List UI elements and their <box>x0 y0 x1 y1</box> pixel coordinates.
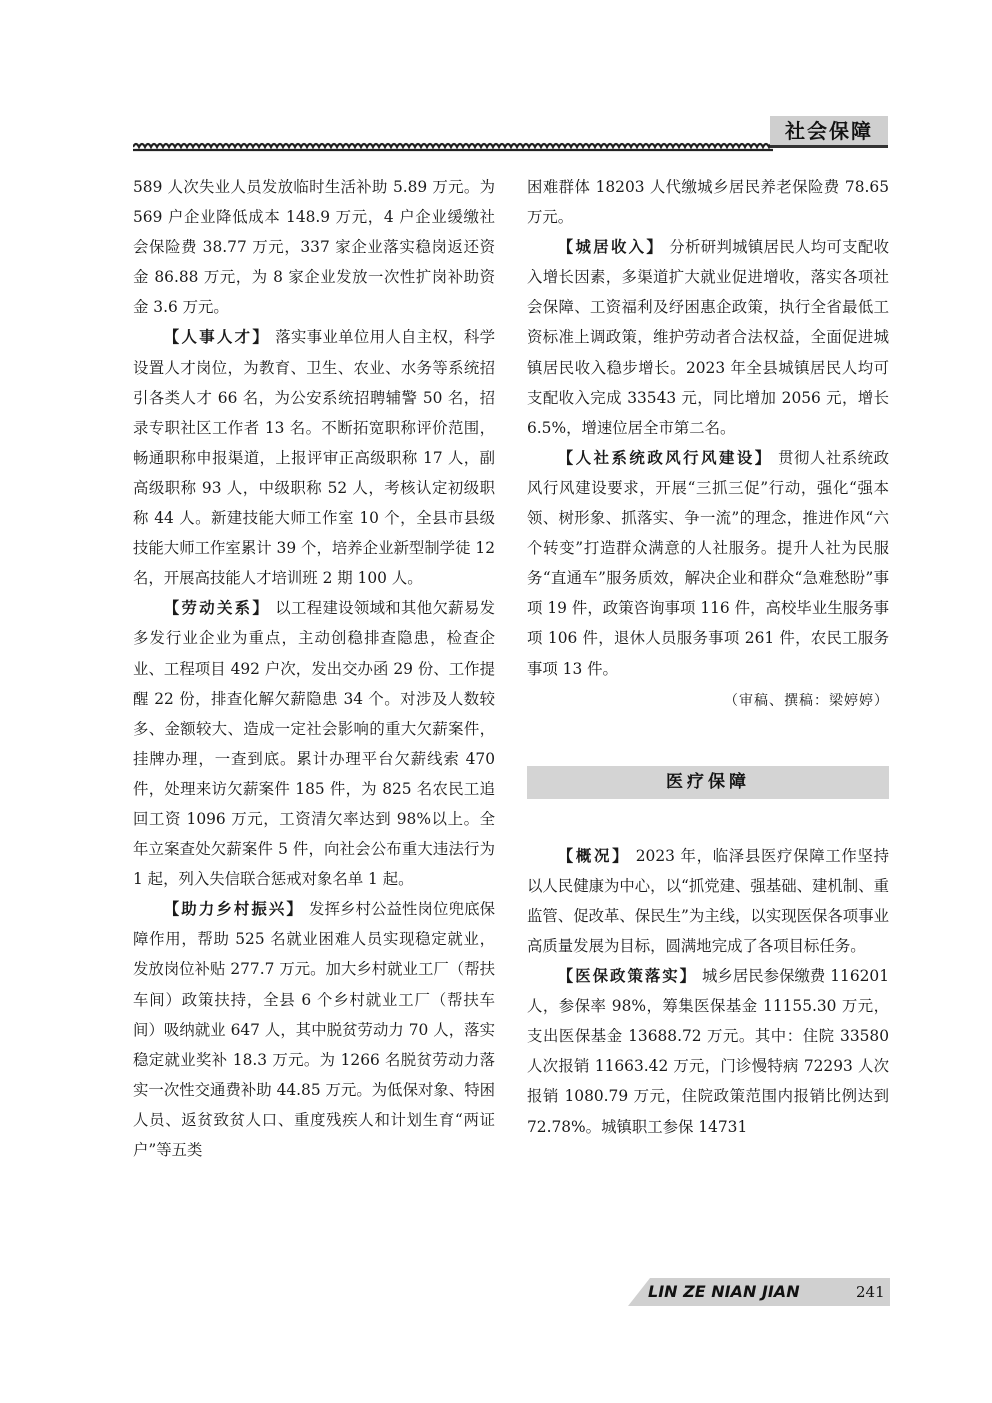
paragraph-heading: 【劳动关系】 <box>163 599 271 618</box>
paragraph <box>133 593 495 894</box>
paragraph-heading: 【城居收入】 <box>557 238 665 257</box>
page-number: 241 <box>856 1283 885 1301</box>
right-column <box>527 172 889 1142</box>
paragraph-text: 落实事业单位用人自主权，科学设置人才岗位，为教育、卫生、农业、水务等系统招引各类人才 66 名，为公安系统招聘辅警 50 名，招录专职社区工作者 13 名。不断拓宽职称评价范围，畅通职称申报渠道，上报评审正高级职称 17 人，副高级职称 93 人，中级职称 52 人，考核认定初级职称 44 人。新建技能大师工作室 10 个，全县市县级技能大师工作室累计 39 个，培养企业新型制学徒 12 名，开展高技能人才培训班 2 期 100 人。 <box>133 328 495 588</box>
paragraph-text: 困难群体 18203 人代缴城乡居民养老保险费 78.65 万元。 <box>527 178 889 227</box>
section-header-medical: 医疗保障 <box>527 766 889 799</box>
paragraph-text: 分析研判城镇居民人均可支配收入增长因素，多渠道扩大就业促进增收，落实各项社会保障、工资福利及纾困惠企政策，执行全省最低工资标准上调政策，维护劳动者合法权益，全面促进城镇居民收入稳步增长。2023 年全县城镇居民人均可支配收入完成 33543 元，同比增加 2056 元，增长 6.5%，增速位居全市第二名。 <box>527 238 889 437</box>
author-credit: （审稿、撰稿：梁婷婷） <box>724 692 889 709</box>
paragraph <box>527 443 889 684</box>
paragraph-text: 以工程建设领域和其他欠薪易发多发行业企业为重点，主动创稳排查隐患，检查企业、工程项目 492 户次，发出交办函 29 份、工作提醒 22 份，排查化解欠薪隐患 34 个。对涉及人数较多、金额较大、造成一定社会影响的重大欠薪案件，挂牌办理，一查到底。累计办理平台欠薪线索 470 件，处理来访欠薪案件 185 件，为 825 名农民工追回工资 1096 万元，工资清欠率达到 98%以上。全年立案查处欠薪案件 5 件，向社会公布重大违法行为 1 起，列入失信联合惩戒对象名单 1 起。 <box>133 599 495 889</box>
paragraph-text: 发挥乡村公益性岗位兜底保障作用，帮助 525 名就业困难人员实现稳定就业，发放岗位补贴 277.7 万元。加大乡村就业工厂（帮扶车间）政策扶持，全县 6 个乡村就业工厂（帮扶车间）吸纳就业 647 人，其中脱贫劳动力 70 人，落实稳定就业奖补 18.3 万元。为 1266 名脱贫劳动力落实一次性交通费补助 44.85 万元。为低保对象、特困人员、返贫致贫人口、重度残疾人和计划生育“两证户”等五类 <box>133 900 495 1159</box>
paragraph-text: 589 人次失业人员发放临时生活补助 5.89 万元。为 569 户企业降低成本 148.9 万元，4 户企业缓缴社会保险费 38.77 万元，337 家企业落实稳岗返还资金 86.88 万元，为 8 家企业发放一次性扩岗补助资金 3.6 万元。 <box>133 178 495 317</box>
paragraph <box>527 232 889 443</box>
paragraph-text: 2023 年，临泽县医疗保障工作坚持以人民健康为中心，以“抓党建、强基础、建机制、重监管、促改革、保民生”为主线，以实现医保各项事业高质量发展为目标，圆满地完成了各项目标任务。 <box>527 846 889 955</box>
paragraph-text: 城乡居民参保缴费 116201 人，参保率 98%，筹集医保基金 11155.30 万元，支出医保基金 13688.72 万元。其中：住院 33580 人次报销 11663.42 万元，门诊慢特病 72293 人次报销 1080.79 万元，住院政策范围内报销比例达到 72.78%。城镇职工参保 14731 <box>527 967 889 1136</box>
section-spacer <box>527 799 889 841</box>
paragraph <box>527 961 889 1142</box>
paragraph <box>527 172 889 232</box>
left-column <box>133 172 495 1165</box>
journal-name: LIN ZE NIAN JIAN <box>648 1282 800 1301</box>
paragraph-heading: 【医保政策落实】 <box>557 967 698 986</box>
paragraph-heading: 【人社系统政风行风建设】 <box>557 448 773 467</box>
paragraph <box>527 841 889 961</box>
paragraph <box>133 172 495 322</box>
paragraph-heading: 【人事人才】 <box>163 328 271 347</box>
paragraph-heading: 【助力乡村振兴】 <box>163 900 304 919</box>
paragraph <box>133 322 495 593</box>
header-wave-rule <box>133 138 773 152</box>
paragraph-heading: 【概况】 <box>557 846 631 865</box>
paragraph <box>133 894 495 1165</box>
paragraph-text: 贯彻人社系统政风行风建设要求，开展“三抓三促”行动，强化“强本领、树形象、抓落实、争一流”的理念，推进作风“六个转变”打造群众满意的人社服务。提升人社为民服务“直通车”服务质效，解决企业和群众“急难愁盼”事项 19 件，政策咨询事项 116 件，高校毕业生服务事项 106 件，退休人员服务事项 261 件，农民工服务事项 13 件。 <box>527 448 889 678</box>
section-title-tab: 社会保障 <box>770 116 888 148</box>
